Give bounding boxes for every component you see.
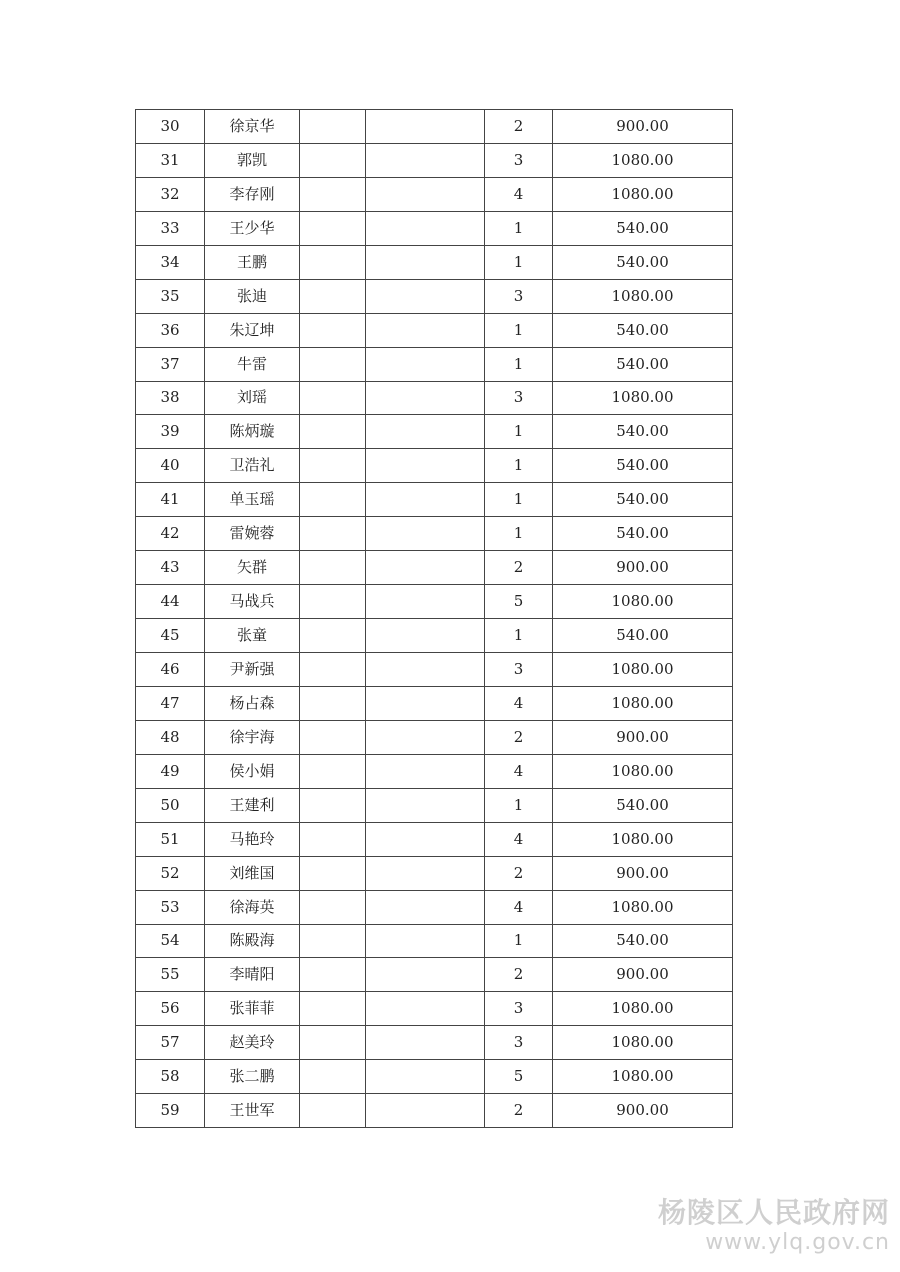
amount-cell: 900.00 [553,720,733,754]
blank-cell-3 [300,585,366,619]
household-count-cell: 2 [485,958,553,992]
table-row [136,517,733,551]
blank-cell-3 [300,449,366,483]
amount-cell: 540.00 [553,619,733,653]
amount-cell: 1080.00 [553,754,733,788]
table-row [136,211,733,245]
household-count-cell: 2 [485,551,553,585]
name-cell: 卫浩礼 [205,449,300,483]
table-row [136,279,733,313]
blank-cell-3 [300,177,366,211]
amount-cell: 540.00 [553,313,733,347]
amount-cell: 540.00 [553,924,733,958]
blank-cell-3 [300,483,366,517]
amount-cell: 540.00 [553,245,733,279]
amount-cell: 540.00 [553,211,733,245]
amount-cell: 1080.00 [553,1026,733,1060]
amount-cell: 540.00 [553,347,733,381]
amount-cell: 1080.00 [553,279,733,313]
table-row [136,313,733,347]
blank-cell-4 [366,924,485,958]
household-count-cell: 2 [485,1094,553,1128]
row-number-cell: 35 [136,279,205,313]
row-number-cell: 46 [136,653,205,687]
amount-cell: 900.00 [553,958,733,992]
blank-cell-3 [300,822,366,856]
table-row [136,788,733,822]
table-row [136,551,733,585]
name-cell: 徐京华 [205,110,300,144]
household-count-cell: 4 [485,822,553,856]
name-cell: 朱辽坤 [205,313,300,347]
household-count-cell: 1 [485,245,553,279]
blank-cell-3 [300,110,366,144]
blank-cell-4 [366,788,485,822]
name-cell: 李存刚 [205,177,300,211]
name-cell: 刘维国 [205,856,300,890]
household-count-cell: 3 [485,1026,553,1060]
blank-cell-4 [366,653,485,687]
table-row [136,924,733,958]
blank-cell-3 [300,958,366,992]
household-count-cell: 1 [485,483,553,517]
household-count-cell: 2 [485,110,553,144]
row-number-cell: 59 [136,1094,205,1128]
table-row [136,958,733,992]
name-cell: 徐海英 [205,890,300,924]
row-number-cell: 32 [136,177,205,211]
amount-cell: 900.00 [553,1094,733,1128]
blank-cell-4 [366,483,485,517]
household-count-cell: 5 [485,585,553,619]
blank-cell-3 [300,653,366,687]
blank-cell-3 [300,856,366,890]
household-count-cell: 1 [485,449,553,483]
amount-cell: 1080.00 [553,890,733,924]
name-cell: 侯小娟 [205,754,300,788]
blank-cell-4 [366,822,485,856]
table-row [136,653,733,687]
name-cell: 陈殿海 [205,924,300,958]
table-row [136,890,733,924]
row-number-cell: 54 [136,924,205,958]
watermark-url: www.ylq.gov.cn [705,1230,890,1255]
name-cell: 陈炳璇 [205,415,300,449]
blank-cell-4 [366,143,485,177]
household-count-cell: 1 [485,517,553,551]
blank-cell-3 [300,415,366,449]
name-cell: 王世军 [205,1094,300,1128]
name-cell: 王鹏 [205,245,300,279]
name-cell: 尹新强 [205,653,300,687]
table-row [136,585,733,619]
blank-cell-4 [366,1094,485,1128]
household-count-cell: 3 [485,992,553,1026]
household-count-cell: 3 [485,381,553,415]
amount-cell: 900.00 [553,110,733,144]
name-cell: 杨占森 [205,686,300,720]
blank-cell-3 [300,1026,366,1060]
table-row [136,449,733,483]
name-cell: 张童 [205,619,300,653]
table-row [136,347,733,381]
blank-cell-3 [300,720,366,754]
household-count-cell: 1 [485,211,553,245]
amount-cell: 1080.00 [553,992,733,1026]
name-cell: 王少华 [205,211,300,245]
blank-cell-4 [366,585,485,619]
subsidy-list-table [135,109,733,1128]
blank-cell-4 [366,720,485,754]
blank-cell-3 [300,279,366,313]
household-count-cell: 4 [485,890,553,924]
name-cell: 牛雷 [205,347,300,381]
table-row [136,619,733,653]
table-row [136,1094,733,1128]
row-number-cell: 58 [136,1060,205,1094]
blank-cell-4 [366,958,485,992]
row-number-cell: 55 [136,958,205,992]
blank-cell-3 [300,924,366,958]
table-row [136,1026,733,1060]
blank-cell-3 [300,788,366,822]
row-number-cell: 30 [136,110,205,144]
table-row [136,856,733,890]
amount-cell: 540.00 [553,788,733,822]
table-row [136,483,733,517]
household-count-cell: 4 [485,177,553,211]
amount-cell: 1080.00 [553,653,733,687]
name-cell: 雷婉蓉 [205,517,300,551]
household-count-cell: 2 [485,856,553,890]
blank-cell-4 [366,381,485,415]
row-number-cell: 31 [136,143,205,177]
blank-cell-4 [366,517,485,551]
amount-cell: 540.00 [553,415,733,449]
blank-cell-4 [366,1060,485,1094]
blank-cell-3 [300,686,366,720]
blank-cell-4 [366,449,485,483]
name-cell: 马战兵 [205,585,300,619]
row-number-cell: 39 [136,415,205,449]
blank-cell-3 [300,1060,366,1094]
blank-cell-3 [300,1094,366,1128]
row-number-cell: 52 [136,856,205,890]
name-cell: 郭凯 [205,143,300,177]
blank-cell-4 [366,686,485,720]
household-count-cell: 4 [485,686,553,720]
blank-cell-3 [300,313,366,347]
blank-cell-4 [366,890,485,924]
site-watermark [658,1196,890,1256]
blank-cell-4 [366,992,485,1026]
blank-cell-3 [300,754,366,788]
row-number-cell: 40 [136,449,205,483]
table-row [136,415,733,449]
row-number-cell: 36 [136,313,205,347]
name-cell: 徐宇海 [205,720,300,754]
household-count-cell: 1 [485,619,553,653]
household-count-cell: 1 [485,347,553,381]
blank-cell-4 [366,754,485,788]
row-number-cell: 49 [136,754,205,788]
table-row [136,1060,733,1094]
table-row [136,177,733,211]
household-count-cell: 1 [485,788,553,822]
name-cell: 李晴阳 [205,958,300,992]
watermark-site-name: 杨陵区人民政府网 [657,1196,890,1229]
row-number-cell: 42 [136,517,205,551]
row-number-cell: 34 [136,245,205,279]
row-number-cell: 57 [136,1026,205,1060]
blank-cell-4 [366,551,485,585]
name-cell: 单玉瑶 [205,483,300,517]
table-row [136,686,733,720]
blank-cell-3 [300,992,366,1026]
blank-cell-3 [300,381,366,415]
row-number-cell: 38 [136,381,205,415]
amount-cell: 1080.00 [553,143,733,177]
household-count-cell: 1 [485,924,553,958]
household-count-cell: 3 [485,143,553,177]
row-number-cell: 47 [136,686,205,720]
name-cell: 刘瑶 [205,381,300,415]
name-cell: 王建利 [205,788,300,822]
blank-cell-4 [366,245,485,279]
household-count-cell: 4 [485,754,553,788]
blank-cell-4 [366,1026,485,1060]
household-count-cell: 5 [485,1060,553,1094]
amount-cell: 540.00 [553,449,733,483]
blank-cell-3 [300,347,366,381]
table-row [136,720,733,754]
blank-cell-4 [366,415,485,449]
table-row [136,992,733,1026]
amount-cell: 900.00 [553,551,733,585]
table-row [136,822,733,856]
blank-cell-4 [366,347,485,381]
blank-cell-3 [300,517,366,551]
name-cell: 马艳玲 [205,822,300,856]
blank-cell-3 [300,211,366,245]
table-row [136,381,733,415]
blank-cell-4 [366,856,485,890]
blank-cell-3 [300,245,366,279]
row-number-cell: 44 [136,585,205,619]
name-cell: 张迪 [205,279,300,313]
blank-cell-3 [300,551,366,585]
amount-cell: 1080.00 [553,1060,733,1094]
row-number-cell: 33 [136,211,205,245]
household-count-cell: 3 [485,653,553,687]
table-body [136,110,733,1128]
name-cell: 矢群 [205,551,300,585]
amount-cell: 1080.00 [553,686,733,720]
name-cell: 张二鹏 [205,1060,300,1094]
blank-cell-4 [366,619,485,653]
household-count-cell: 1 [485,415,553,449]
blank-cell-4 [366,211,485,245]
table-row [136,110,733,144]
row-number-cell: 48 [136,720,205,754]
amount-cell: 900.00 [553,856,733,890]
blank-cell-4 [366,313,485,347]
table-row [136,754,733,788]
amount-cell: 1080.00 [553,381,733,415]
blank-cell-4 [366,110,485,144]
row-number-cell: 45 [136,619,205,653]
name-cell: 赵美玲 [205,1026,300,1060]
amount-cell: 1080.00 [553,585,733,619]
blank-cell-4 [366,279,485,313]
amount-cell: 1080.00 [553,177,733,211]
table-row [136,245,733,279]
amount-cell: 1080.00 [553,822,733,856]
table-row [136,143,733,177]
row-number-cell: 56 [136,992,205,1026]
row-number-cell: 41 [136,483,205,517]
amount-cell: 540.00 [553,517,733,551]
household-count-cell: 3 [485,279,553,313]
amount-cell: 540.00 [553,483,733,517]
blank-cell-3 [300,619,366,653]
row-number-cell: 50 [136,788,205,822]
household-count-cell: 1 [485,313,553,347]
blank-cell-3 [300,890,366,924]
household-count-cell: 2 [485,720,553,754]
name-cell: 张菲菲 [205,992,300,1026]
blank-cell-3 [300,143,366,177]
row-number-cell: 51 [136,822,205,856]
row-number-cell: 37 [136,347,205,381]
blank-cell-4 [366,177,485,211]
row-number-cell: 43 [136,551,205,585]
row-number-cell: 53 [136,890,205,924]
